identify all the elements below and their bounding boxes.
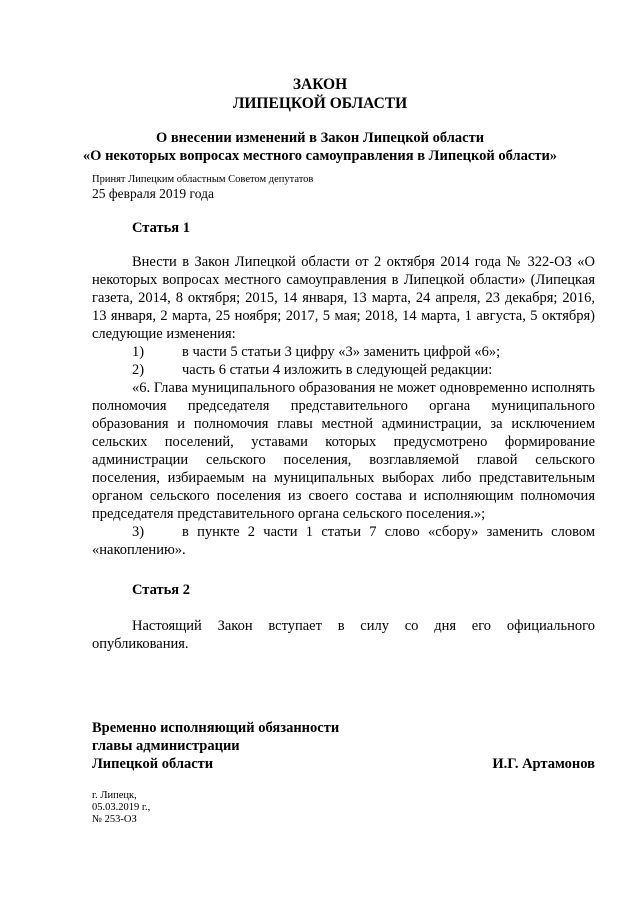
region-title: ЛИПЕЦКОЙ ОБЛАСТИ bbox=[232, 95, 408, 112]
signature-title bbox=[92, 719, 412, 773]
list-item bbox=[92, 361, 595, 379]
footer-date: 05.03.2019 г., bbox=[92, 802, 151, 813]
signature-line-1: Временно исполняющий обязанности bbox=[92, 720, 340, 736]
adopted-by: Принят Липецким областным Советом депутатов bbox=[92, 174, 314, 185]
list-item bbox=[92, 523, 595, 559]
subject-line-1: О внесении изменений в Закон Липецкой области bbox=[155, 130, 485, 146]
adoption-date: 25 февраля 2019 года bbox=[92, 186, 214, 201]
list-item-text: в части 5 статьи 3 цифру «3» заменить цифрой «6»; bbox=[182, 344, 501, 360]
list-item-number: 1) bbox=[132, 344, 145, 360]
list-item-text: в пункте 2 части 1 статьи 7 слово «сбору» заменить словом «накоплению». bbox=[92, 524, 595, 558]
article-1-intro: Внести в Закон Липецкой области от 2 октября 2014 года № 322-ОЗ «О некоторых вопросах местного самоуправления в Липецкой области» (Липецкая газета, 2014, 8 октября; 2015, 14 января, 13 марта, 24 апреля, 23 декабря; 2016, 13 января, 2 марта, 25 ноября; 2017, 5 мая; 2018, 14 марта, 1 августа, 5 октября) следующие изменения: bbox=[92, 254, 595, 342]
signatory-name: И.Г. Артамонов bbox=[492, 756, 595, 772]
article-2-heading: Статья 2 bbox=[132, 582, 190, 598]
document-footer bbox=[92, 790, 150, 826]
article-1-body bbox=[92, 253, 595, 559]
list-item-text: часть 6 статьи 4 изложить в следующей редакции: bbox=[182, 362, 493, 378]
footer-number: № 253-ОЗ bbox=[92, 814, 137, 825]
law-title: ЗАКОН bbox=[292, 76, 348, 93]
article-1-heading: Статья 1 bbox=[132, 220, 190, 236]
subject-line-2: «О некоторых вопросах местного самоуправления в Липецкой области» bbox=[82, 148, 558, 164]
list-item-number: 3) bbox=[132, 524, 145, 540]
article-2-text: Настоящий Закон вступает в силу со дня его официального опубликования. bbox=[92, 618, 595, 652]
signature-line-2: главы администрации bbox=[92, 738, 240, 754]
footer-city: г. Липецк, bbox=[92, 790, 137, 801]
article-2-body bbox=[92, 617, 595, 653]
amendment-quote: «6. Глава муниципального образования не может одновременно исполнять полномочия председателя представительного органа муниципального образования и полномочия главы местной администрации, за исключением сельских поселений, уставами которых предусмотрено формирование администрации сельского поселения, возглавляемой главой сельского поселения, избираемым на муниципальных выборах либо представительным органом сельского поселения из своего состава и исполняющим полномочия председателя представительного органа сельского поселения.»; bbox=[92, 380, 595, 522]
list-item bbox=[92, 343, 595, 361]
signature-line-3: Липецкой области bbox=[92, 756, 214, 772]
list-item-number: 2) bbox=[132, 362, 145, 378]
